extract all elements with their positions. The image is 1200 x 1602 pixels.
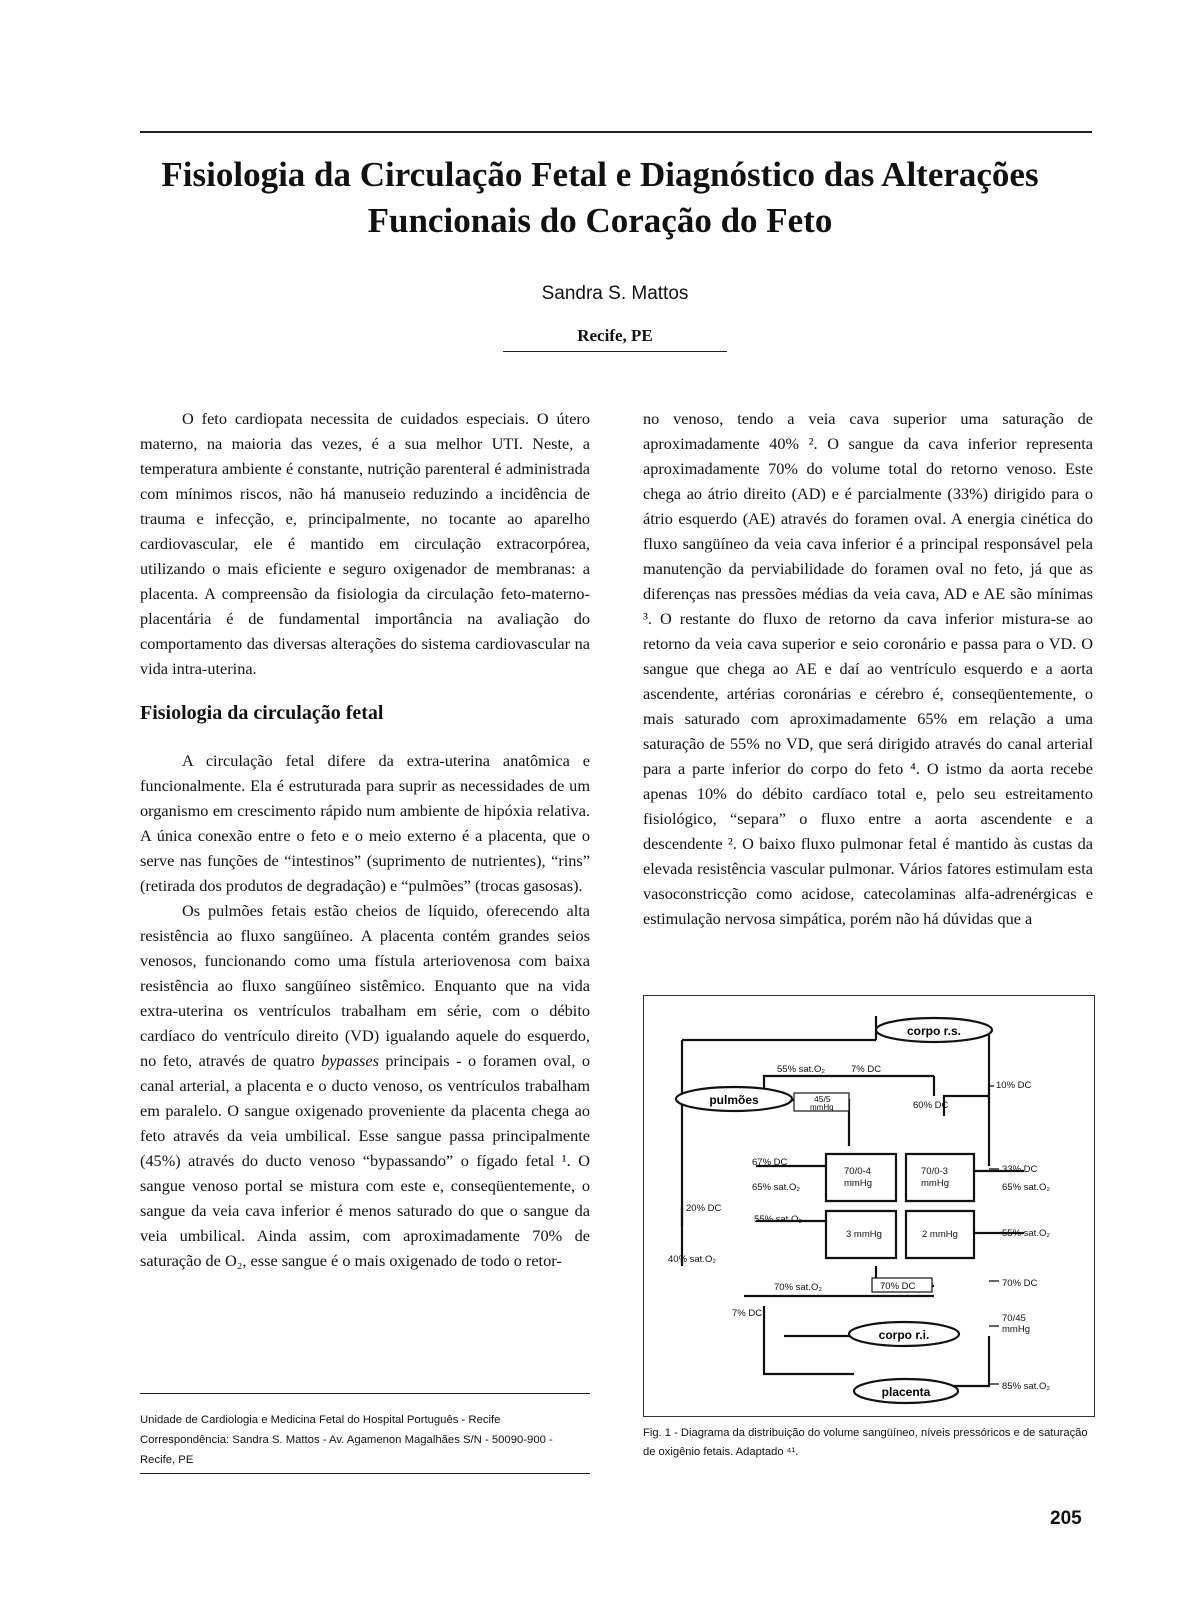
page-number: 205 [1050, 1508, 1082, 1529]
label: 70% sat.O₂ [774, 1282, 823, 1293]
affiliation: Recife, PE [577, 326, 653, 345]
label: 20% DC [686, 1203, 722, 1214]
label: 10% DC [996, 1080, 1032, 1091]
paragraph-text: principais - o foramen oval, o canal arterial, a placenta e o ducto venoso, os ventrículos trabalham em paralelo. O sangue oxigenado proveniente da placenta chega ao feto através da veia umbilical. Esse sangue passa principalmente (45%) através do ducto venoso “bypassando” o fígado fetal ¹. O sangue venoso portal se mistura com este e, conseqüentemente, o sangue da veia cava inferior é menos saturado do que o sangue da veia umbilical. Ainda assim, com aproximadamente 70% de saturação de O₂, esse sangue é o mais oxigenado de todo o retor- [140, 1051, 591, 1270]
left-column [140, 406, 590, 1273]
label: 70/0-4 [844, 1166, 871, 1177]
figure-caption: Fig. 1 - Diagrama da distribuição do volume sangüíneo, níveis pressóricos e de saturação de oxigênio fetais. Adaptado ⁴¹. [643, 1427, 1088, 1458]
label: 7% DC [732, 1308, 763, 1319]
footnote-rule-bottom [140, 1473, 590, 1474]
section-heading: Fisiologia da circulação fetal [140, 702, 384, 724]
footnote-line: Correspondência: Sandra S. Mattos - Av. Agamenon Magalhães S/N - 50090-900 - Recife, PE [140, 1434, 553, 1466]
paragraph-text: Os pulmões fetais estão cheios de líquido, oferecendo alta resistência ao fluxo sangüíneo. A placenta contém grandes seios venosos, funcionando como uma fístula arteriovenosa com baixa resistência ao fluxo sangüíneo sistêmico. Enquanto que na vida extra-uterina os ventrículos trabalham em série, com o débito cardíaco do ventrículo direito (VD) igualando aquele do esquerdo, no feto, através de quatro [140, 901, 590, 1070]
label: 2 mmHg [922, 1229, 958, 1240]
vessel-line [764, 1306, 854, 1374]
label: 40% sat.O₂ [668, 1254, 717, 1265]
upper-body-label: corpo r.s. [906, 1024, 962, 1038]
label: 85% sat.O₂ [1002, 1381, 1051, 1392]
label: 67% DC [752, 1157, 788, 1168]
label: mmHg [810, 1103, 834, 1112]
paragraph [140, 898, 590, 1273]
label: 7% DC [851, 1064, 882, 1075]
footnote [140, 1410, 590, 1470]
label: 55% sat.O₂ [777, 1064, 826, 1075]
paragraph: A circulação fetal difere da extra-uterina anatômica e funcionalmente. Ela é estruturada para suprir as necessidades de um organismo em crescimento rápido num ambiente de hipóxia relativa. A única conexão entre o feto e o meio externo é a placenta, que o serve nas funções de “intestinos” (suprimento de nutrientes), “rins” (retirada dos produtos de degradação) e “pulmões” (trocas gasosas). [140, 751, 590, 895]
label: 70% DC [1002, 1278, 1038, 1289]
label: 33% DC [1002, 1164, 1038, 1175]
italic-term: bypasses [321, 1051, 379, 1070]
page-title: Fisiologia da Circulação Fetal e Diagnóstico das Alterações Funcionais do Coração do Feto [161, 155, 1039, 240]
author: Sandra S. Mattos [541, 283, 689, 304]
label: 70/45 [1002, 1313, 1026, 1324]
footnote-rule-top [140, 1393, 590, 1394]
lower-body-label: corpo r.i. [878, 1328, 930, 1342]
label: 45/5 [814, 1094, 831, 1104]
placenta-label: placenta [881, 1385, 931, 1399]
label: 65% sat.O₂ [1002, 1182, 1051, 1193]
label: 65% sat.O₂ [752, 1182, 801, 1193]
vessel-line [764, 1076, 934, 1088]
lungs-label: pulmões [709, 1093, 759, 1107]
author-rule [503, 351, 727, 352]
vessel-line [944, 1096, 989, 1116]
label: 3 mmHg [846, 1229, 882, 1240]
label: mmHg [921, 1178, 949, 1189]
label: mmHg [1002, 1324, 1030, 1335]
right-column [643, 406, 1093, 931]
vessel-line [984, 1031, 989, 1166]
circulation-diagram [644, 996, 1094, 1416]
paragraph: O feto cardiopata necessita de cuidados especiais. O útero materno, na maioria das vezes, é a sua melhor UTI. Neste, a temperatura ambiente é constante, nutrição parenteral é administrada com mínimos riscos, não há manuseio reduzindo a incidência de trauma e infecção, e, principalmente, no tocante ao aparelho cardiovascular, ele é mantido em circulação extracorpórea, utilizando o mais eficiente e seguro oxigenador de membranas: a placenta. A compreensão da fisiologia da circulação feto-materno-placentária é de fundamental importância na avaliação do comportamento das diversas alterações do sistema cardiovascular na vida intra-uterina. [140, 409, 590, 678]
label: 70% DC [880, 1281, 916, 1292]
figure-1 [643, 995, 1095, 1417]
label: mmHg [844, 1178, 872, 1189]
top-rule [140, 131, 1092, 133]
paragraph: no venoso, tendo a veia cava superior uma saturação de aproximadamente 40% ². O sangue da cava inferior representa aproximadamente 70% do volume total do retorno venoso. Este chega ao átrio direito (AD) e é parcialmente (33%) dirigido para o átrio esquerdo (AE) através do foramen oval. A energia cinética do fluxo sangüíneo da veia cava inferior é a principal responsável pela manutenção da perviabilidade do foramen oval no feto, já que as diferenças nas pressões médias da veia cava, AD e AE são mínimas ³. O restante do fluxo de retorno da cava inferior mistura-se ao retorno da veia cava superior e seio coronário e passa para o VD. O sangue que chega ao AE e daí ao ventrículo esquerdo e a aorta ascendente, artérias coronárias e cérebro é, conseqüentemente, o mais saturado com aproximadamente 65% em relação a uma saturação de 55% no VD, que será dirigido através do canal arterial para a parte inferior do corpo do feto ⁴. O istmo da aorta recebe apenas 10% do débito cardíaco total e, pelo seu estreitamento fisiológico, “separa” o fluxo entre a aorta ascendente e a descendente ². O baixo fluxo pulmonar fetal é mantido às custas da elevada resistência vascular pulmonar. Vários fatores estimulam esta vasoconstricção como acidose, catecolaminas alfa-adrenérgicas e estimulação nervosa simpática, porém não há dúvidas que a [643, 409, 1093, 928]
label: 55% sat.O₂ [754, 1214, 803, 1225]
footnote-line: Unidade de Cardiologia e Medicina Fetal do Hospital Português - Recife [140, 1414, 501, 1426]
label: 55% sat.O₂ [1002, 1228, 1051, 1239]
label: 70/0-3 [921, 1166, 948, 1177]
vessel-line [944, 1336, 989, 1386]
label: 60% DC [913, 1100, 949, 1111]
